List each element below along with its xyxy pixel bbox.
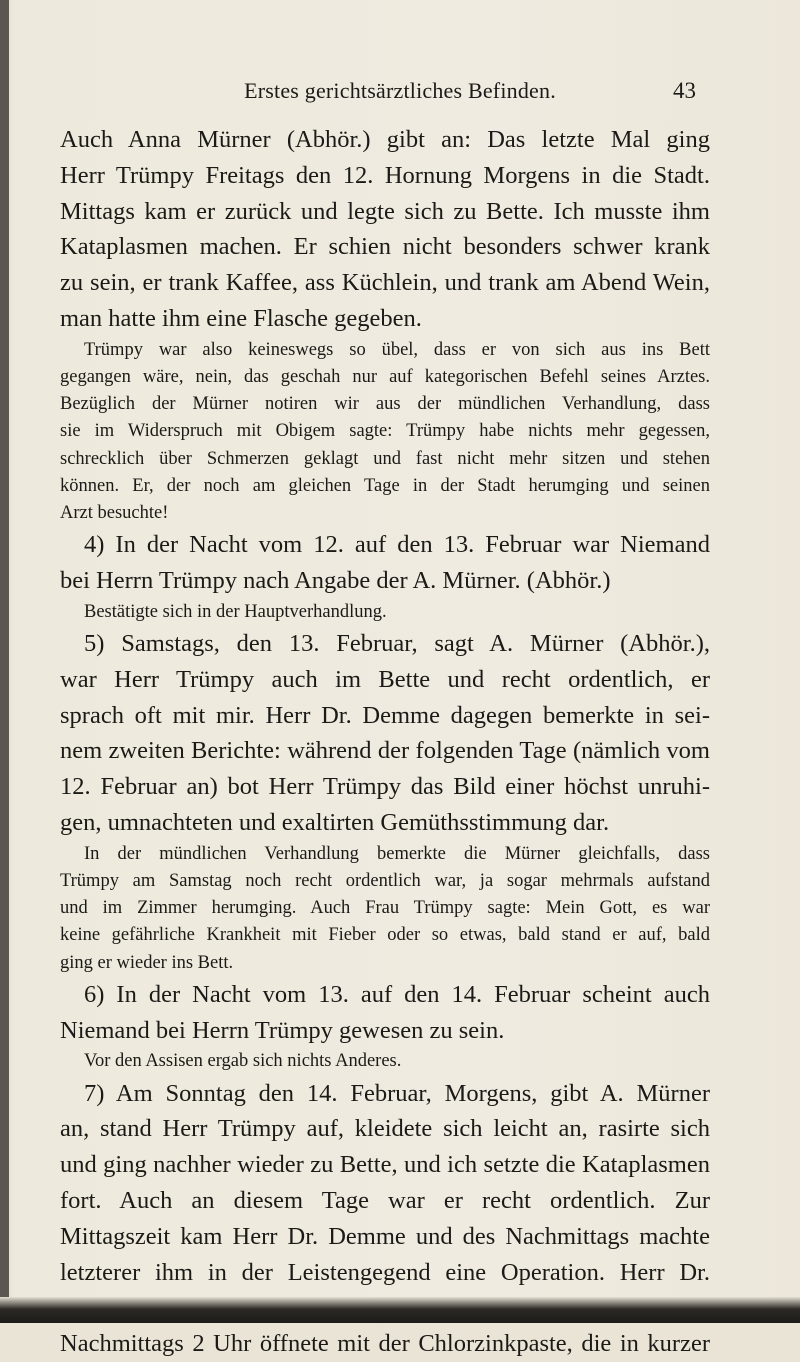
text-line: 5) Samstags, den 13. Februar, sagt A. Mürner (Abhör.), <box>84 630 710 657</box>
paragraph-item-6 <box>60 977 710 1049</box>
paragraph-note <box>60 841 710 977</box>
text-line: In der mündlichen Verhandlung bemerkte die Mürner gleichfalls, dass <box>84 843 710 864</box>
paragraph-item-4 <box>60 527 710 599</box>
page-header <box>60 78 740 114</box>
text-line: keine gefährliche Krankheit mit Fieber oder so etwas, bald stand er auf, bald <box>60 925 710 946</box>
text-line: 4) In der Nacht vom 12. auf den 13. Februar war Niemand <box>84 531 710 559</box>
text-line: können. Er, der noch am gleichen Tage in der Stadt herumging und seinen <box>60 475 710 496</box>
text-line: sie im Widerspruch mit Obigem sagte: Trümpy habe nichts mehr gegessen, <box>60 421 710 442</box>
text-line: Auch Anna Mürner (Abhör.) gibt an: Das letzte Mal ging <box>60 126 710 153</box>
text-line: ging er wieder ins Bett. <box>60 952 234 973</box>
text-line: letzterer ihm in der Leistengegend eine Operation. Herr Dr. <box>60 1258 710 1286</box>
text-line: sprach oft mit mir. Herr Dr. Demme dagegen bemerkte in sei- <box>60 701 710 729</box>
text-line: fort. Auch an diesem Tage war er recht ordentlich. Zur <box>60 1186 710 1214</box>
text-line: und ging nachher wieder zu Bette, und ich setzte die Kataplasmen <box>60 1151 710 1179</box>
text-line: Vor den Assisen ergab sich nichts Anderes. <box>84 1051 402 1072</box>
text-line: zu sein, er trank Kaffee, ass Küchlein, und trank am Abend Wein, <box>60 269 710 297</box>
text-line: Herr Trümpy Freitags den 12. Hornung Morgens in die Stadt. <box>60 161 710 189</box>
running-head: Erstes gerichtsärztliches Befinden. <box>244 78 556 103</box>
text-line: gen, umnachteten und exaltirten Gemüthsstimmung dar. <box>60 808 610 836</box>
text-line: nem zweiten Berichte: während der folgenden Tage (nämlich vom <box>60 737 710 765</box>
text-line: und im Zimmer herumging. Auch Frau Trümpy sagte: Mein Gott, es war <box>60 898 710 919</box>
text-line: Trümpy war also keineswegs so übel, dass er von sich aus ins Bett <box>84 339 710 360</box>
paragraph-note <box>60 599 710 626</box>
paragraph-item-5 <box>60 626 710 841</box>
text-line: Mittags kam er zurück und legte sich zu Bette. Ich musste ihm <box>60 197 710 225</box>
text-line: gegangen wäre, nein, das geschah nur auf kategorischen Befehl seines Arztes. <box>60 366 710 387</box>
text-line: 7) Am Sonntag den 14. Februar, Morgens, gibt A. Mürner <box>84 1079 710 1107</box>
text-line: an, stand Herr Trümpy auf, kleidete sich leicht an, rasirte sich <box>60 1115 710 1143</box>
page-left-edge <box>0 0 9 1323</box>
text-line: Bestätigte sich in der Hauptverhandlung. <box>84 601 387 622</box>
text-line: Bezüglich der Mürner notiren wir aus der mündlichen Verhandlung, dass <box>60 394 710 415</box>
paragraph-note <box>60 337 710 527</box>
text-line: man hatte ihm eine Flasche gegeben. <box>60 304 422 332</box>
text-line: 6) In der Nacht vom 13. auf den 14. Februar scheint auch <box>84 980 710 1008</box>
text-line: Niemand bei Herrn Trümpy gewesen zu sein. <box>60 1016 505 1044</box>
text-line: Nachmittags 2 Uhr öffnete mit der Chlorzinkpaste, die in kurzer <box>60 1330 710 1358</box>
page-number: 43 <box>673 78 696 103</box>
text-line: schrecklich über Schmerzen geklagt und fast nicht mehr sitzen und stehen <box>60 448 710 469</box>
text-line: war Herr Trümpy auch im Bette und recht ordentlich, er <box>60 665 710 693</box>
page-bottom-edge <box>0 1297 800 1323</box>
text-line: 12. Februar an) bot Herr Trümpy das Bild einer höchst unruhi- <box>60 773 710 801</box>
text-line: Mittagszeit kam Herr Dr. Demme und des Nachmittags machte <box>60 1222 710 1250</box>
text-line: bei Herrn Trümpy nach Angabe der A. Mürner. (Abhör.) <box>60 567 611 594</box>
text-line: Trümpy am Samstag noch recht ordentlich war, ja sogar mehrmals aufstand <box>60 870 710 891</box>
body-text <box>60 122 710 1362</box>
paragraph-note <box>60 1048 710 1075</box>
text-line: Kataplasmen machen. Er schien nicht besonders schwer krank <box>60 233 710 261</box>
text-line: Arzt besuchte! <box>60 503 169 523</box>
paragraph-testimony-muerner <box>60 122 710 337</box>
